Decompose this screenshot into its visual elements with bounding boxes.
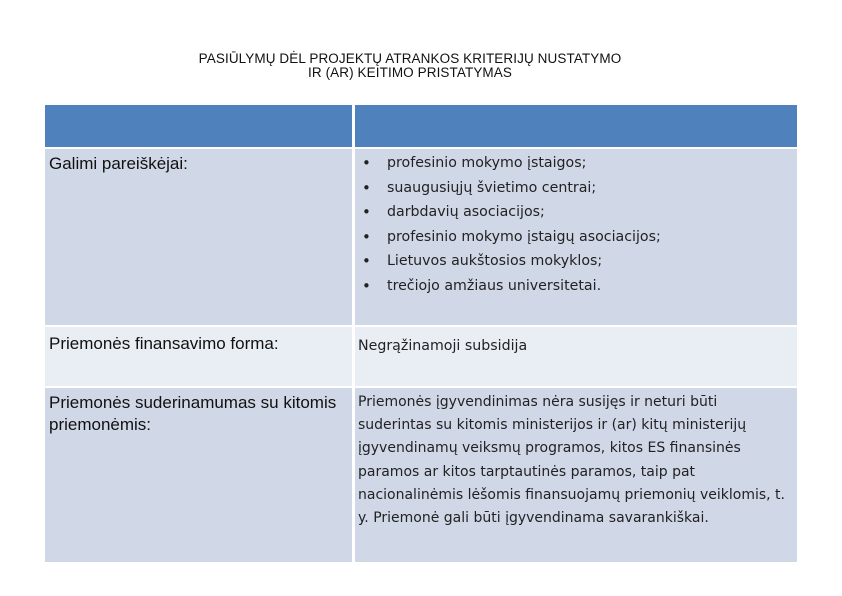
table-row xyxy=(45,149,797,325)
criteria-table xyxy=(42,103,800,564)
list-item: • trečiojo amžiaus universitetai. xyxy=(358,274,793,299)
bullet-icon: • xyxy=(362,203,371,221)
table-header-row xyxy=(45,105,797,147)
header-cell-1 xyxy=(45,105,352,147)
bullet-icon: • xyxy=(362,276,371,295)
list-item: • darbdavių asociacijos; xyxy=(358,200,793,225)
list-item: • Lietuvos aukštosios mokyklos; xyxy=(358,249,793,274)
list-item: • suaugusiųjų švietimo centrai; xyxy=(358,176,793,201)
bullet-icon: • xyxy=(362,178,371,197)
row-value-financing-form: Negrąžinamoji subsidija xyxy=(355,327,797,386)
bullet-icon: • xyxy=(362,154,371,172)
list-item: • profesinio mokymo įstaigos; xyxy=(358,151,793,176)
row-value-applicants xyxy=(355,149,797,325)
title-line-2: IR (AR) KEITIMO PRISTATYMAS xyxy=(308,65,512,80)
applicants-list xyxy=(358,151,793,298)
row-label-applicants: Galimi pareiškėjai: xyxy=(45,149,352,325)
row-label-compatibility: Priemonės suderinamumas su kitomis priemonėmis: xyxy=(45,388,352,562)
header-cell-2 xyxy=(355,105,797,147)
list-item: • profesinio mokymo įstaigų asociacijos; xyxy=(358,225,793,250)
bullet-icon: • xyxy=(362,252,371,270)
table-row xyxy=(45,327,797,386)
row-label-financing-form: Priemonės finansavimo forma: xyxy=(45,327,352,386)
title-line-1: PASIŪLYMŲ DĖL PROJEKTŲ ATRANKOS KRITERIJŲ NUSTATYMO xyxy=(198,51,622,66)
row-value-compatibility: Priemonės įgyvendinimas nėra susijęs ir neturi būti suderintas su kitomis ministerijos ir (ar) kitų ministerijų įgyvendinamų veiksmų programos, kitos ES finansinės paramos ar kitos tarptautinės paramos, taip pat nacionalinėmis lėšomis finansuojamų priemonių veiklomis, t. y. Priemonė gali būti įgyvendinama savarankiškai. xyxy=(355,388,797,562)
page-title xyxy=(0,52,820,80)
table-row xyxy=(45,388,797,562)
bullet-icon: • xyxy=(362,227,371,246)
